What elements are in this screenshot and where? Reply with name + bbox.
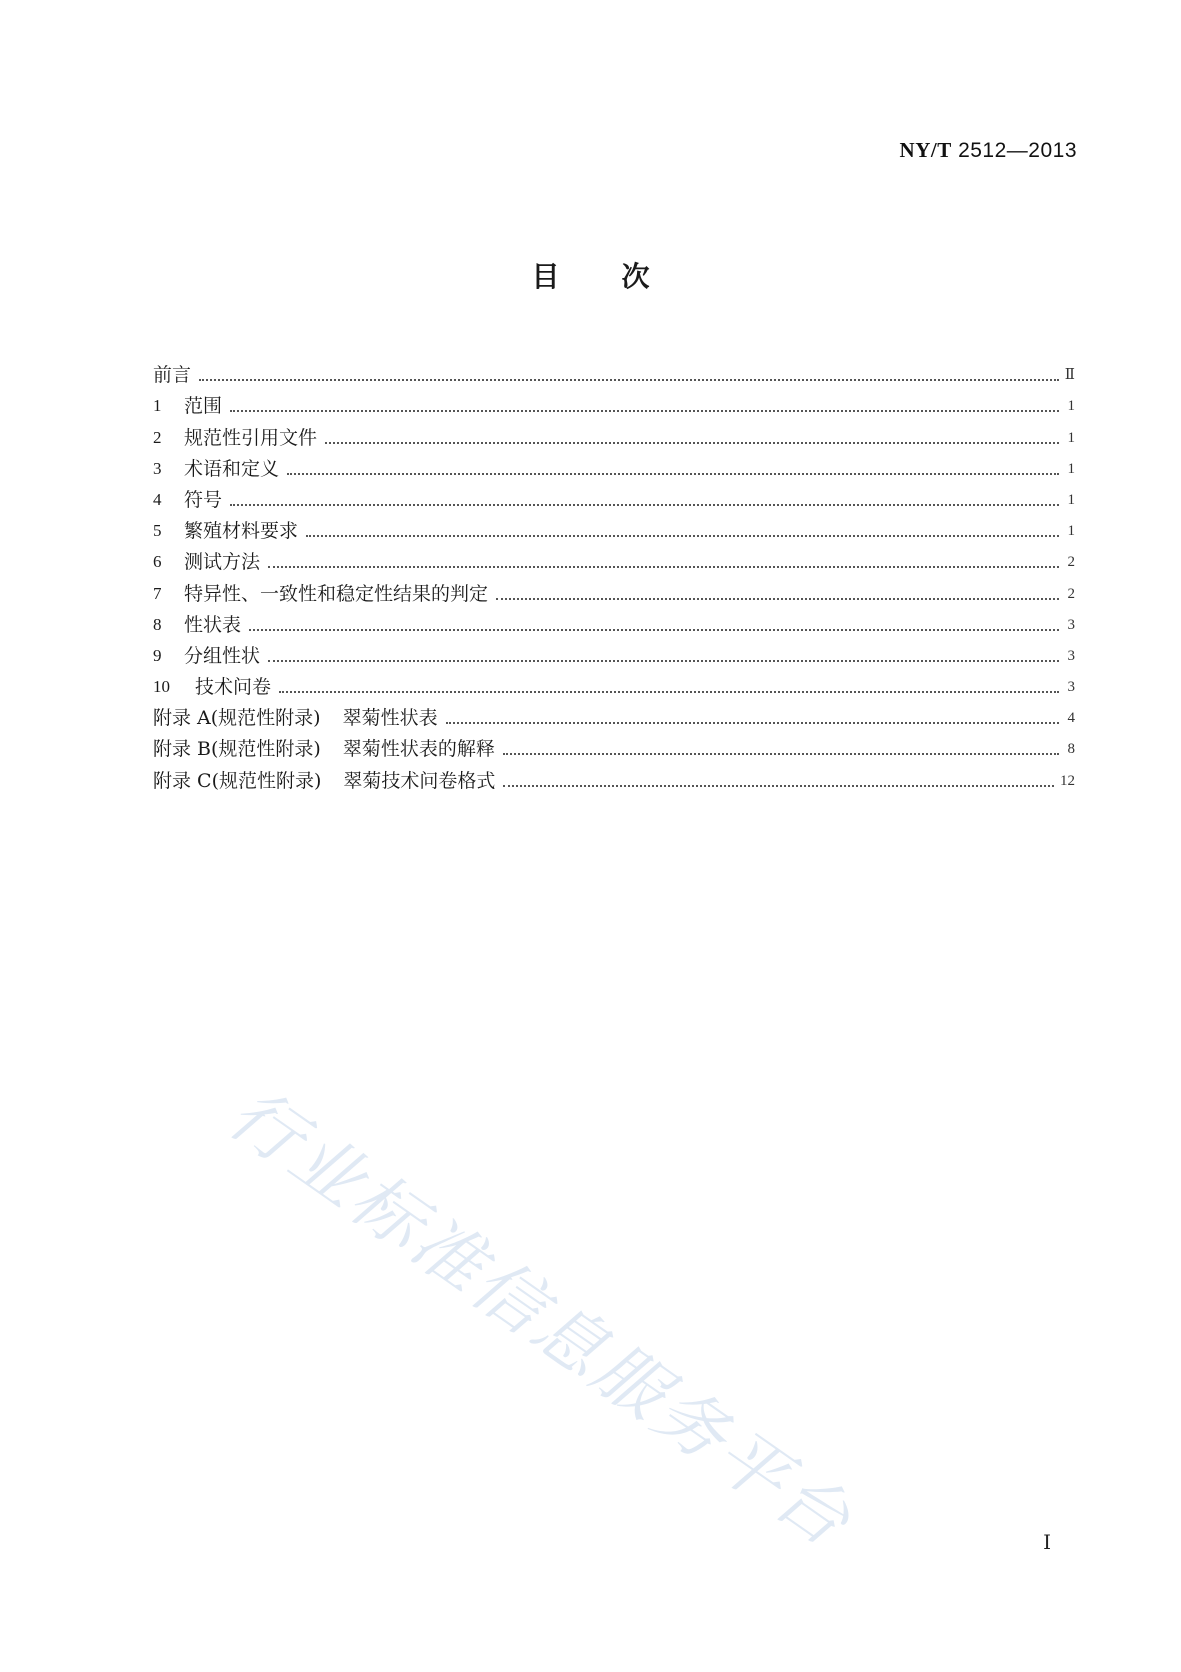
toc-leader-dots [268, 566, 1059, 568]
standard-prefix: NY/T [899, 138, 952, 162]
appendix-subtitle: 翠菊性状表的解释 [342, 738, 495, 761]
toc-entry-label: 范围 [184, 395, 223, 418]
toc-entry-page: 2 [1067, 554, 1075, 571]
appendix-subtitle: 翠菊性状表 [342, 707, 438, 730]
toc-leader-dots [496, 598, 1059, 600]
toc-leader-dots [503, 785, 1054, 787]
toc-entry-label: 测试方法 [184, 551, 261, 574]
toc-entry-number: 7 [153, 583, 162, 603]
title-char-2: 次 [621, 260, 650, 293]
toc-entry-4[interactable] [153, 480, 1075, 511]
toc-entry-label [153, 707, 438, 729]
toc-entry-7[interactable] [153, 573, 1075, 604]
toc-leader-dots [249, 629, 1059, 631]
toc-entry-number: 3 [153, 458, 162, 478]
toc-entry-page: 1 [1067, 398, 1075, 415]
toc-entry-number: 10 [153, 677, 170, 697]
toc-entry-3[interactable] [153, 449, 1075, 480]
standard-code [900, 138, 1077, 163]
toc-entry-page: 1 [1067, 429, 1075, 446]
toc-entry-label: 性状表 [184, 613, 242, 636]
toc-entry-page: Ⅱ [1064, 367, 1075, 384]
toc-entry-label: 术语和定义 [184, 457, 280, 480]
toc-leader-dots [199, 379, 1059, 381]
toc-leader-dots [230, 504, 1059, 506]
toc-entry-page: 3 [1067, 616, 1075, 633]
standard-number: 2512—2013 [958, 139, 1077, 162]
toc-leader-dots [230, 410, 1059, 412]
toc-entry-8[interactable] [153, 605, 1075, 636]
toc-entry-label: 规范性引用文件 [184, 426, 318, 449]
appendix-title: 附录 C(规范性附录) [153, 769, 322, 792]
toc-entry-label: 前言 [153, 364, 192, 387]
toc-leader-dots [325, 442, 1059, 444]
appendix-title: 附录 B(规范性附录) [153, 738, 321, 761]
table-of-contents [153, 355, 1075, 792]
toc-entry-1[interactable] [153, 386, 1075, 417]
toc-entry-number: 9 [153, 645, 162, 665]
toc-leader-dots [503, 753, 1059, 755]
toc-leader-dots [287, 473, 1059, 475]
toc-entry-label [153, 770, 495, 792]
toc-entry-foreword[interactable] [153, 355, 1075, 386]
toc-entry-appendix-c[interactable] [153, 760, 1075, 791]
toc-entry-label: 分组性状 [184, 644, 261, 667]
toc-entry-number: 4 [153, 489, 162, 509]
toc-entry-page: 12 [1060, 772, 1075, 789]
toc-entry-appendix-b[interactable] [153, 729, 1075, 760]
toc-leader-dots [268, 660, 1059, 662]
page-title [0, 255, 1181, 295]
appendix-title: 附录 A(规范性附录) [153, 707, 321, 730]
page-number: Ⅰ [1043, 1532, 1051, 1554]
title-char-1: 目 [531, 260, 560, 293]
toc-entry-number: 5 [153, 521, 162, 541]
toc-entry-label: 特异性、一致性和稳定性结果的判定 [184, 582, 489, 605]
toc-entry-5[interactable] [153, 511, 1075, 542]
toc-entry-page: 1 [1067, 460, 1075, 477]
watermark: 行业标准信息服务平台 [214, 1072, 868, 1564]
toc-entry-appendix-a[interactable] [153, 698, 1075, 729]
toc-entry-label: 符号 [184, 488, 223, 511]
toc-entry-number: 1 [153, 396, 162, 416]
toc-leader-dots [306, 535, 1059, 537]
appendix-subtitle: 翠菊技术问卷格式 [343, 769, 496, 792]
toc-entry-6[interactable] [153, 542, 1075, 573]
toc-entry-page: 2 [1067, 585, 1075, 602]
toc-entry-page: 8 [1067, 741, 1075, 758]
toc-entry-page: 4 [1067, 710, 1075, 727]
toc-entry-number: 6 [153, 552, 162, 572]
toc-entry-2[interactable] [153, 417, 1075, 448]
toc-entry-number: 8 [153, 614, 162, 634]
toc-leader-dots [279, 691, 1059, 693]
toc-entry-page: 1 [1067, 523, 1075, 540]
toc-entry-page: 3 [1067, 679, 1075, 696]
toc-entry-label: 技术问卷 [195, 676, 272, 699]
toc-entry-label: 繁殖材料要求 [184, 520, 299, 543]
toc-entry-number: 2 [153, 427, 162, 447]
toc-entry-10[interactable] [153, 667, 1075, 698]
toc-entry-9[interactable] [153, 636, 1075, 667]
toc-entry-page: 1 [1067, 491, 1075, 508]
toc-entry-label [153, 738, 495, 760]
toc-leader-dots [446, 722, 1059, 724]
toc-entry-page: 3 [1067, 647, 1075, 664]
